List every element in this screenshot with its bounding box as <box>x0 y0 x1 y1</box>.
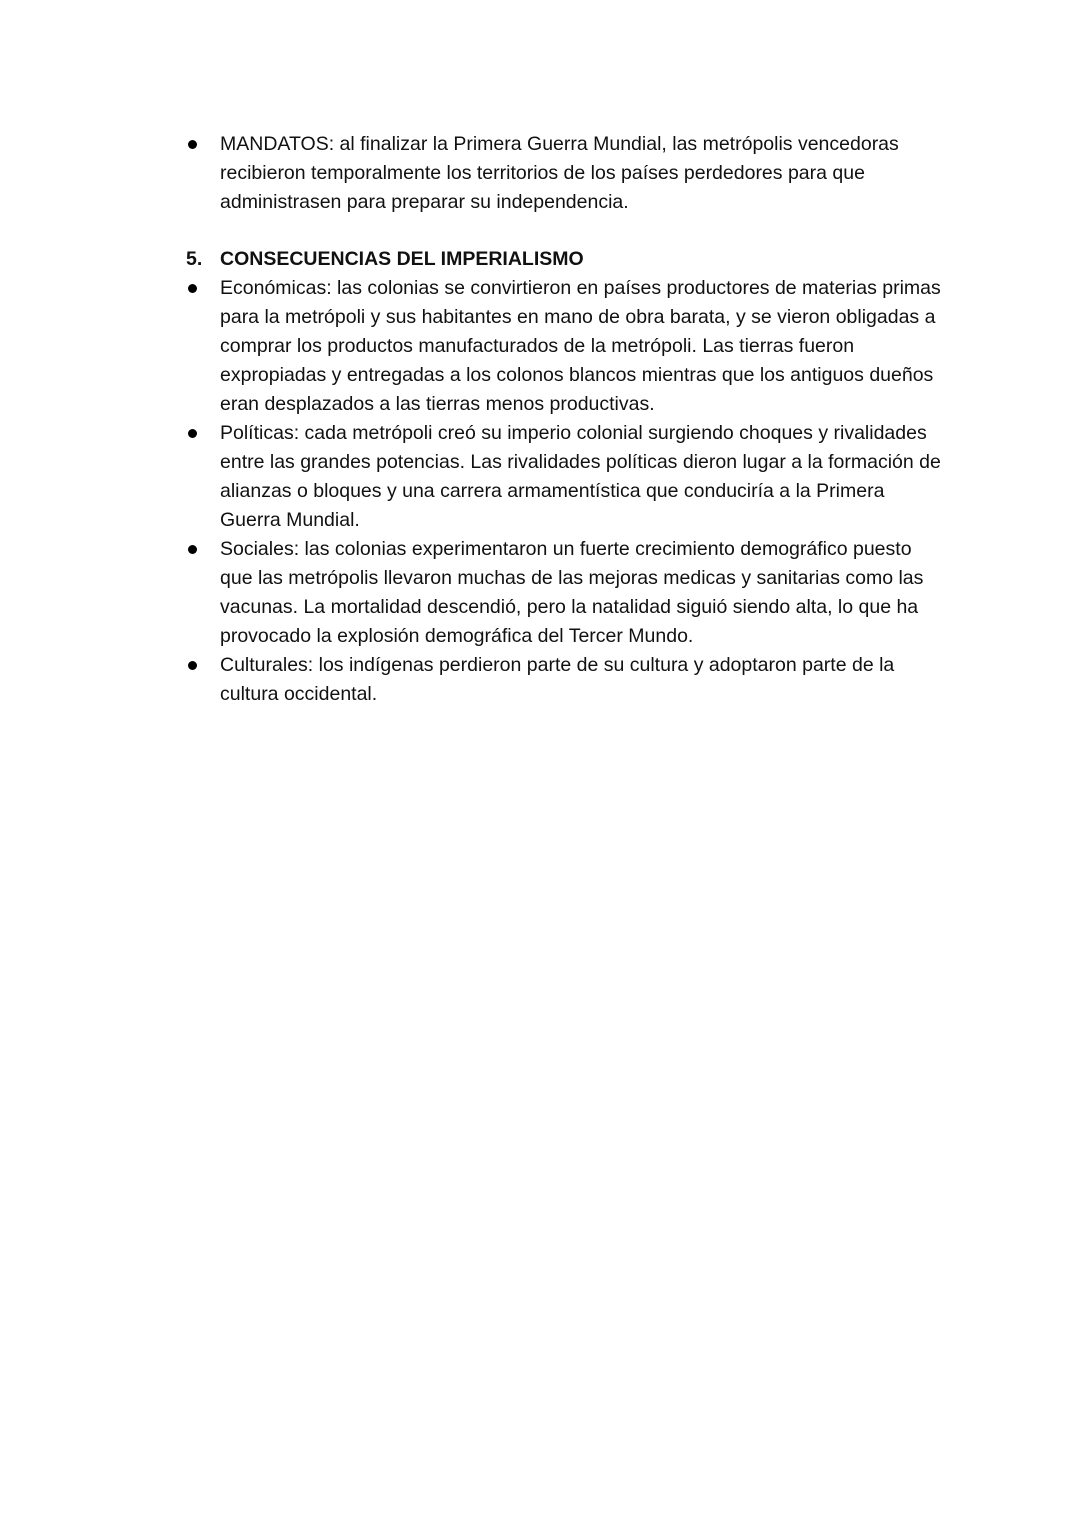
section-number: 5. <box>186 248 203 270</box>
bullet-icon <box>188 661 197 670</box>
bullet-mandatos <box>186 130 946 217</box>
bullet-text: Económicas: las colonias se convirtieron en países productores de materias primas para la metrópoli y sus habitantes en mano de obra barata, y se vieron obligadas a comprar los productos manufacturados de la metrópoli. Las tierras fueron expropiadas y entregadas a los colonos blancos mientras que los antiguos dueños eran desplazados a las tierras menos productivas. <box>220 277 941 415</box>
document-content <box>186 130 946 709</box>
section-heading <box>186 245 946 274</box>
bullet-culturales <box>186 651 946 709</box>
bullet-sociales <box>186 535 946 651</box>
bullet-economicas <box>186 274 946 419</box>
bullet-politicas <box>186 419 946 535</box>
bullet-text: Sociales: las colonias experimentaron un fuerte crecimiento demográfico puesto que las metrópolis llevaron muchas de las mejoras medicas y sanitarias como las vacunas. La mortalidad descendió, pero la natalidad siguió siendo alta, lo que ha provocado la explosión demográfica del Tercer Mundo. <box>220 538 924 647</box>
bullet-text: MANDATOS: al finalizar la Primera Guerra Mundial, las metrópolis vencedoras recibieron temporalmente los territorios de los países perdedores para que administrasen para preparar su independencia. <box>220 133 899 213</box>
section-title: CONSECUENCIAS DEL IMPERIALISMO <box>220 248 584 270</box>
bullet-text: Culturales: los indígenas perdieron parte de su cultura y adoptaron parte de la cultura occidental. <box>220 654 895 705</box>
bullet-icon <box>188 545 197 554</box>
bullet-text: Políticas: cada metrópoli creó su imperio colonial surgiendo choques y rivalidades entre las grandes potencias. Las rivalidades políticas dieron lugar a la formación de alianzas o bloques y una carrera armamentística que conduciría a la Primera Guerra Mundial. <box>220 422 941 531</box>
bullet-icon <box>188 284 197 293</box>
bullet-icon <box>188 140 197 149</box>
bullet-icon <box>188 429 197 438</box>
